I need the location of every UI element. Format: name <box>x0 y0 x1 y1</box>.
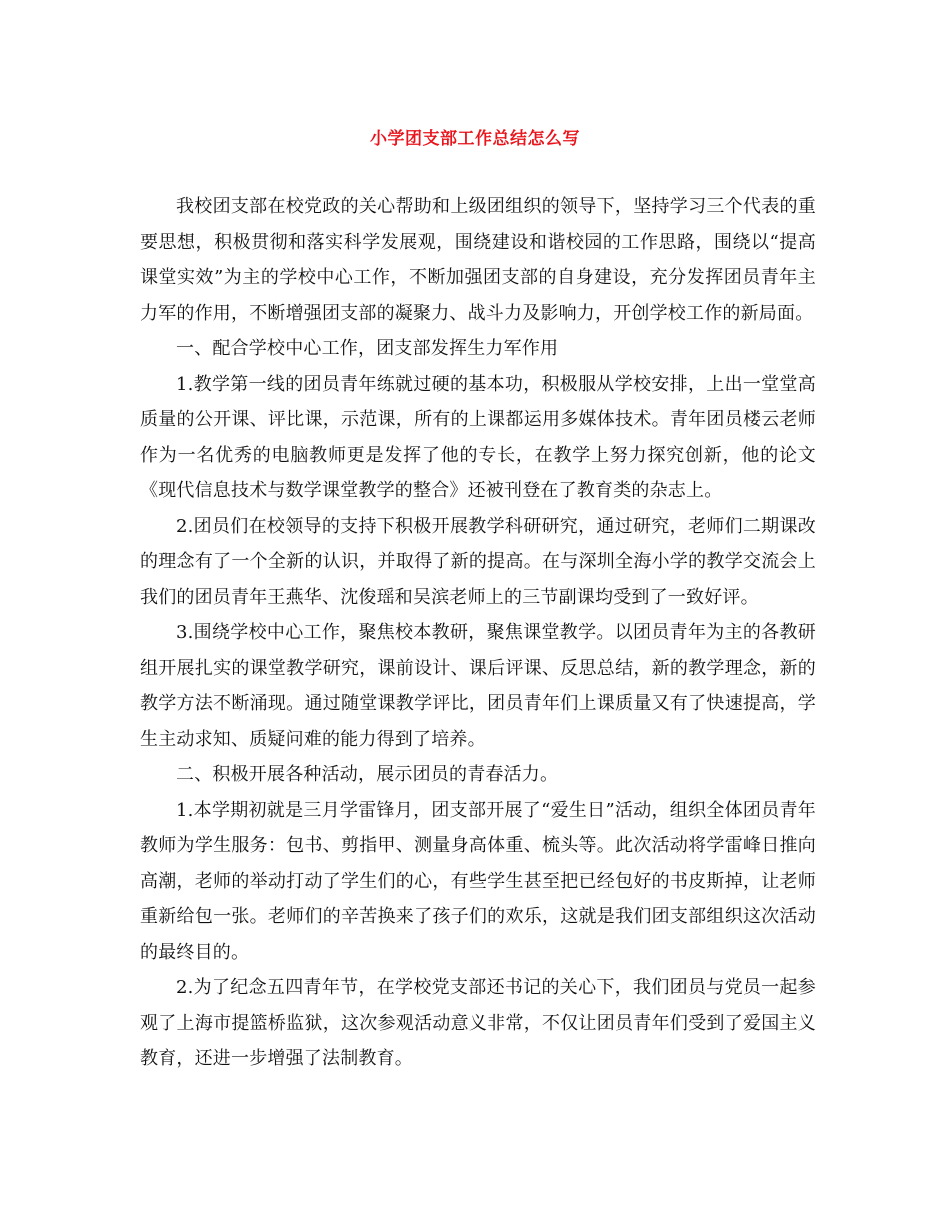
section-heading-1: 一、配合学校中心工作，团支部发挥生力军作用 <box>176 338 559 359</box>
paragraph-1-2: 2.团员们在校领导的支持下积极开展教学科研研究，通过研究，老师们二期课改的理念有了一个全新的认识，并取得了新的提高。在与深圳全海小学的教学交流会上我们的团员青年王燕华、沈俊瑶和吴滨老师上的三节副课均受到了一致好评。 <box>140 515 816 608</box>
paragraph-2-2: 2.为了纪念五四青年节，在学校党支部还书记的关心下，我们团员与党员一起参观了上海市提篮桥监狱，这次参观活动意义非常，不仅让团员青年们受到了爱国主义教育，还进一步增强了法制教育。 <box>140 977 816 1069</box>
paragraph-intro: 我校团支部在校党政的关心帮助和上级团组织的领导下，坚持学习三个代表的重要思想，积极贯彻和落实科学发展观，围绕建设和谐校园的工作思路，围绕以“提高课堂实效”为主的学校中心工作，不断加强团支部的自身建设，充分发挥团员青年主力军的作用，不断增强团支部的凝聚力、战斗力及影响力，开创学校工作的新局面。 <box>140 196 816 324</box>
document-title: 小学团支部工作总结怎么写 <box>370 129 580 149</box>
paragraph-2-1: 1.本学期初就是三月学雷锋月，团支部开展了“爱生日”活动，组织全体团员青年教师为学生服务：包书、剪指甲、测量身高体重、梳头等。此次活动将学雷峰日推向高潮，老师的举动打动了学生们的心，有些学生甚至把已经包好的书皮斯掉，让老师重新给包一张。老师们的辛苦换来了孩子们的欢乐，这就是我们团支部组织这次活动的最终目的。 <box>140 799 816 963</box>
section-heading-2: 二、积极开展各种活动，展示团员的青春活力。 <box>176 764 559 785</box>
paragraph-1-1: 1.教学第一线的团员青年练就过硬的基本功，积极服从学校安排，上出一堂堂高质量的公开课、评比课，示范课，所有的上课都运用多媒体技术。青年团员楼云老师作为一名优秀的电脑教师更是发挥了他的专长，在教学上努力探究创新，他的论文《现代信息技术与数学课堂教学的整合》还被刊登在了教育类的杂志上。 <box>140 373 816 501</box>
document-body <box>140 189 816 1077</box>
paragraph-1-3: 3.围绕学校中心工作，聚焦校本教研，聚焦课堂教学。以团员青年为主的各教研组开展扎实的课堂教学研究，课前设计、课后评课、反思总结，新的教学理念，新的教学方法不断涌现。通过随堂课教学评比，团员青年们上课质量又有了快速提高，学生主动求知、质疑问难的能力得到了培养。 <box>140 622 816 750</box>
